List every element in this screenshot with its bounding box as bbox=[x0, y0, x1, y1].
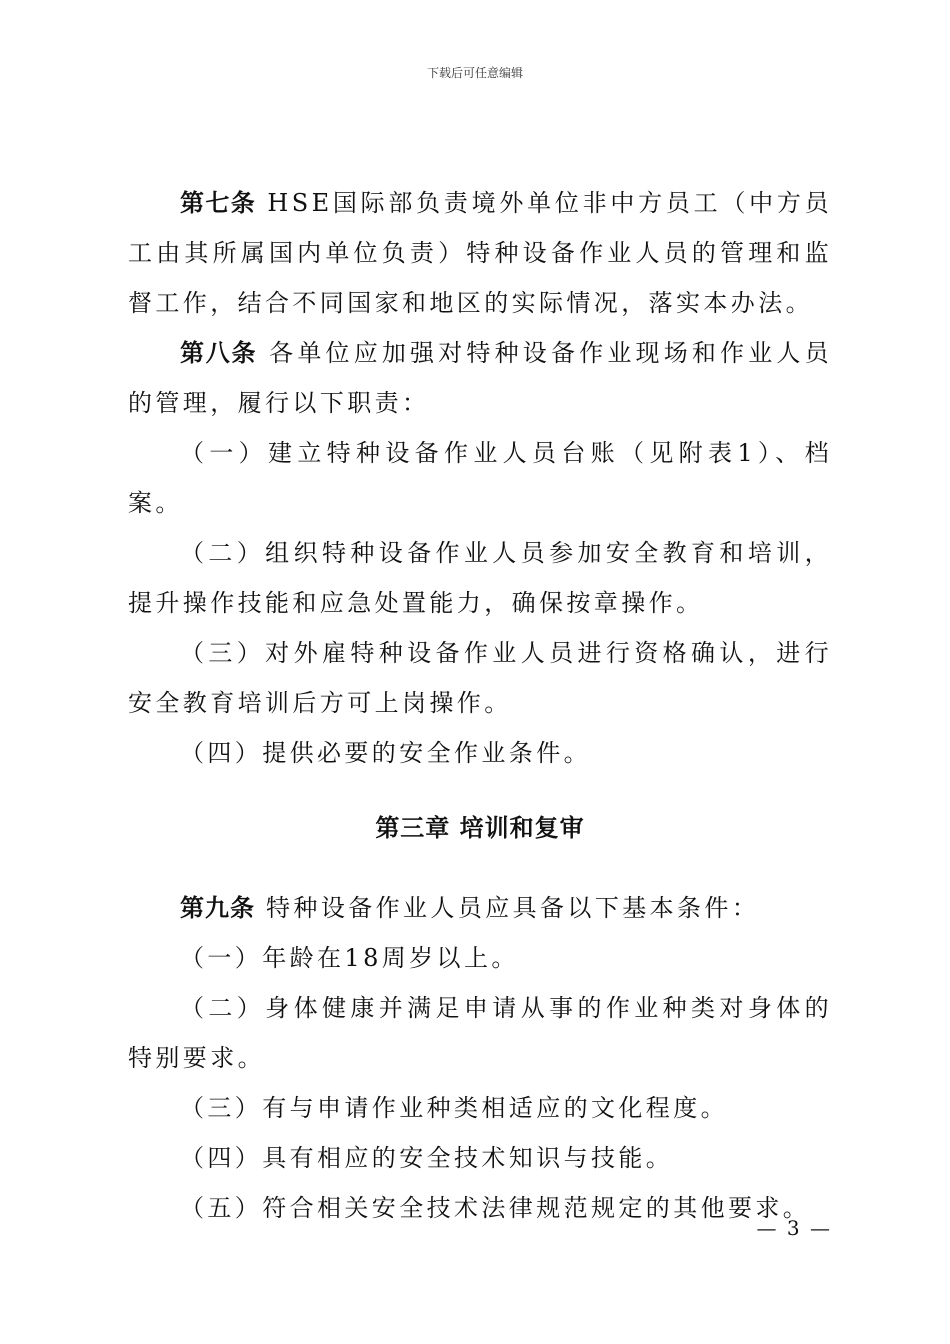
article-9-text: 特种设备作业人员应具备以下基本条件： bbox=[255, 894, 760, 922]
article-9-item-1: （一）年龄在18周岁以上。 bbox=[180, 944, 519, 972]
header-note: 下载后可任意编辑 bbox=[426, 66, 523, 80]
page-number: — 3 — bbox=[756, 1216, 832, 1240]
article-9-item-5: （五）符合相关安全技术法律规范规定的其他要求。 bbox=[180, 1194, 811, 1222]
article-8-text: 各单位应加强对特种设备作业现场和作业人员的管理，履行以下职责： bbox=[128, 339, 832, 417]
article-9-label: 第九条 bbox=[180, 894, 255, 922]
article-9 bbox=[128, 883, 832, 933]
article-9-item-2: （二）身体健康并满足申请从事的作业种类对身体的特别要求。 bbox=[128, 994, 832, 1072]
article-8-label: 第八条 bbox=[180, 339, 258, 367]
article-8-item-1: （一）建立特种设备作业人员台账（见附表1）、档案。 bbox=[128, 439, 832, 517]
article-9-item-3: （三）有与申请作业种类相适应的文化程度。 bbox=[180, 1094, 728, 1122]
article-8-item-2: （二）组织特种设备作业人员参加安全教育和培训，提升操作技能和应急处置能力，确保按章操作。 bbox=[128, 539, 832, 617]
chapter-title: 第三章 培训和复审 bbox=[375, 814, 585, 842]
article-8-item-4: （四）提供必要的安全作业条件。 bbox=[180, 739, 591, 767]
article-7-text: HSE国际部负责境外单位非中方员工（中方员工由其所属国内单位负责）特种设备作业人员的管理和监督工作，结合不同国家和地区的实际情况，落实本办法。 bbox=[128, 189, 832, 317]
document-body bbox=[128, 178, 832, 1233]
article-9-item-4: （四）具有相应的安全技术知识与技能。 bbox=[180, 1144, 674, 1172]
article-7 bbox=[128, 178, 832, 328]
article-8 bbox=[128, 328, 832, 428]
article-7-label: 第七条 bbox=[180, 189, 257, 217]
article-8-item-3: （三）对外雇特种设备作业人员进行资格确认，进行安全教育培训后方可上岗操作。 bbox=[128, 639, 832, 717]
